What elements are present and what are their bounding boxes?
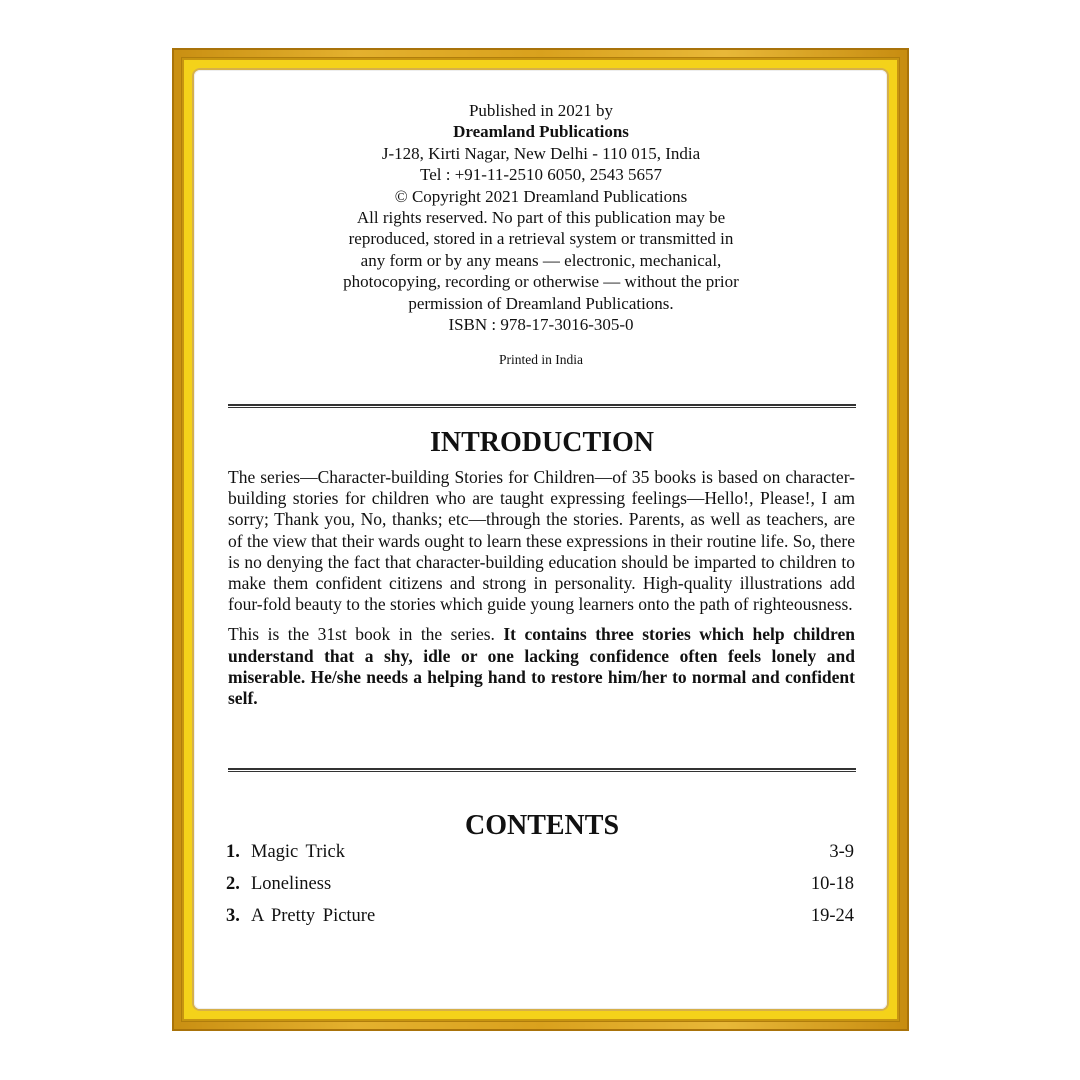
rights-line: any form or by any means — electronic, mechanical, [360, 250, 722, 270]
divider-rule [228, 768, 856, 772]
introduction-paragraph: The series—Character-building Stories for Children—of 35 books is based on character-building stories for children who are taught expressing feelings—Hello!, Please!, I am sorry; Thank you, No, thanks; etc—through the stories. Parents, as well as teachers, are of the view that their wards ought to learn these expressions in their routine life. So, there is no denying the fact that character-building education should be imparted to children to make them confident citizens and strong in personality. High-quality illustrations add four-fold beauty to the stories which guide young learners onto the path of righteousness. [228, 467, 855, 615]
contents-item-number: 2. [226, 874, 240, 894]
contents-item [226, 842, 854, 866]
introduction-bold-text: It contains three stories which help children understand that a shy, idle or one lacking confidence often feels lonely and miserable. He/she needs a helping hand to restore him/her to normal and confident self. [228, 624, 855, 709]
contents-item-pages: 3-9 [829, 842, 854, 862]
rights-line: reproduced, stored in a retrieval system or transmitted in [348, 229, 734, 249]
introduction-body [228, 467, 855, 718]
copyright-line: © Copyright 2021 Dreamland Publications [394, 186, 688, 206]
introduction-paragraph [228, 624, 855, 709]
contents-item [226, 874, 854, 898]
contents-item-number: 3. [226, 906, 240, 926]
contents-item-number: 1. [226, 842, 240, 862]
printed-in-line: Printed in India [499, 352, 583, 367]
publisher-address: J-128, Kirti Nagar, New Delhi - 110 015, India [381, 143, 701, 163]
rights-line: permission of Dreamland Publications. [408, 293, 674, 313]
introduction-heading: INTRODUCTION [429, 427, 655, 458]
publisher-name: Dreamland Publications [453, 122, 629, 142]
publisher-telephone: Tel : +91-11-2510 6050, 2543 5657 [420, 165, 662, 185]
contents-item-title: A Pretty Picture [251, 906, 376, 926]
rights-line: All rights reserved. No part of this publication may be [356, 208, 726, 228]
divider-rule [228, 404, 856, 408]
contents-heading: CONTENTS [464, 810, 620, 841]
contents-item-pages: 19-24 [810, 906, 854, 926]
contents-item [226, 906, 854, 930]
introduction-text: This is the 31st book in the series. [228, 624, 504, 645]
contents-item-title: Magic Trick [251, 842, 345, 862]
imprint-block [300, 100, 782, 335]
contents-item-title: Loneliness [251, 874, 332, 894]
rights-line: photocopying, recording or otherwise — without the prior [343, 272, 739, 292]
published-line: Published in 2021 by [468, 101, 614, 120]
contents-item-pages: 10-18 [810, 874, 854, 894]
isbn-line: ISBN : 978-17-3016-305-0 [448, 315, 634, 335]
